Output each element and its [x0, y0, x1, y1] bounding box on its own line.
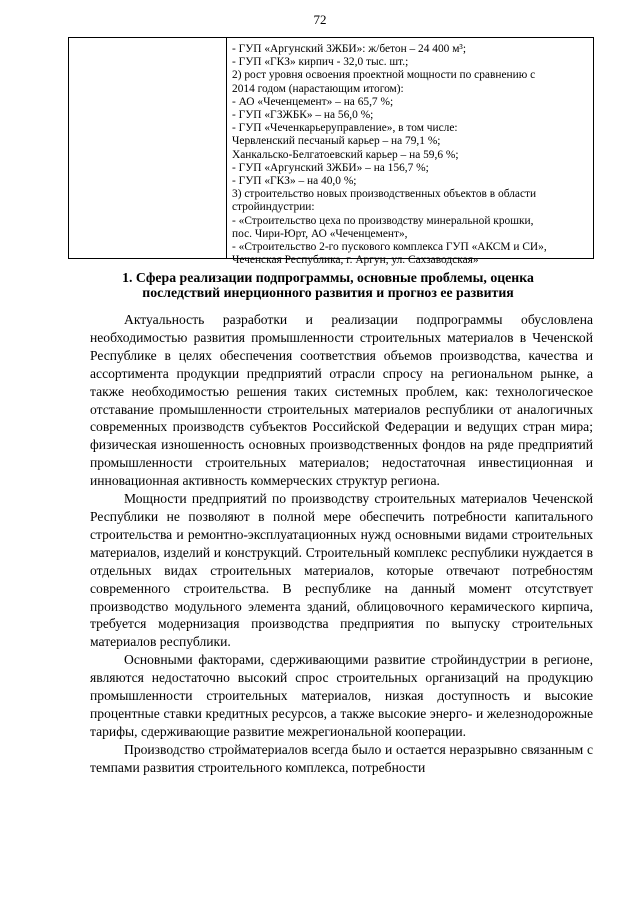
table-line: 3) строительство новых производственных объектов в области: [232, 188, 537, 201]
table-line: - ГУП «Аргунский ЗЖБИ» – на 156,7 %;: [232, 161, 429, 174]
body-paragraph: Производство стройматериалов всегда было и остается неразрывно связанным с темпами развития строительного комплекса, потребности: [90, 741, 593, 775]
continuation-table: [68, 37, 594, 267]
section-body: [90, 311, 593, 777]
table-line: Чеченская Республика, г. Аргун, ул. Сахзаводская»: [232, 254, 479, 267]
section-heading-line: 1. Сфера реализации подпрограммы, основные проблемы, оценка: [122, 270, 534, 285]
table-line: - АО «Чеченцемент» – на 65,7 %;: [232, 95, 394, 108]
body-paragraph: Основными факторами, сдерживающими развитие стройиндустрии в регионе, являются недостаточно высокий спрос строительных организаций на продукцию промышленности строительных материалов, низкая доступность и высокие процентные ставки кредитных ресурсов, а также высокие энерго- и железнодорожные тарифы, сдерживающие развитие межрегиональной кооперации.: [90, 652, 593, 739]
body-paragraph: Мощности предприятий по производству строительных материалов Чеченской Республики не позволяют в полной мере обеспечить потребности капитального строительства и ремонтно-эксплуатационных нужд основными видами строительных материалов, изделий и конструкций. Строительный комплекс республики нуждается в отдельных видах строительных материалов, которые отвечают потребностям современного строительства. В республике на данный момент отсутствует производство модульного элемента зданий, облицовочного керамического кирпича, требуется модернизация производства предприятия по выпуску строительных материалов республики.: [90, 491, 593, 650]
table-line: 2) рост уровня освоения проектной мощности по сравнению с: [232, 69, 536, 82]
table-line: - ГУП «ГЗЖБК» – на 56,0 %;: [232, 109, 374, 122]
body-paragraph: Актуальность разработки и реализации подпрограммы обусловлена необходимостью развития промышленности строительных материалов в Чеченской Республике в целях обеспечения соответствия объемов производства, качества и ассортимента продукции предприятий отрасли спросу на региональном рынке, а также необходимостью решения таких системных проблем, как: технологическое отставание промышленности строительных материалов республики от аналогичных современных производств субъектов Российской Федерации и ведущих стран мира; физическая изношенность основных производственных фондов на ряде предприятий промышленности строительных материалов; недостаточная инвестиционная и инновационная активность коммерческих структур региона.: [90, 312, 593, 489]
table-line: стройиндустрии:: [232, 201, 315, 214]
table-line: - ГУП «Аргунский ЗЖБИ»: ж/бетон – 24 400 м³;: [232, 43, 467, 55]
section-heading: [80, 270, 576, 300]
table-line: - ГУП «ГКЗ» – на 40,0 %;: [232, 175, 357, 188]
table-line: 2014 годом (нарастающим итогом):: [232, 82, 404, 95]
table-line: - ГУП «Чеченкарьеруправление», в том числе:: [232, 122, 458, 135]
table-line: - «Строительство 2-го пускового комплекса ГУП «АКСМ и СИ»,: [232, 241, 547, 254]
table-right-cell: [232, 43, 590, 267]
section-heading-line: последствий инерционного развития и прогноз ее развития: [142, 285, 514, 300]
table-line: Червленский песчаный карьер – на 79,1 %;: [232, 135, 441, 148]
table-column-divider: [226, 38, 227, 258]
table-line: - «Строительство цеха по производству минеральной крошки,: [232, 214, 534, 227]
page-number: 72: [313, 12, 327, 27]
table-line: - ГУП «ГКЗ» кирпич - 32,0 тыс. шт.;: [232, 56, 409, 69]
table-line: Ханкальско-Белгатоевский карьер – на 59,6 %;: [232, 148, 459, 161]
table-line: пос. Чири-Юрт, АО «Чеченцемент»,: [232, 227, 408, 240]
